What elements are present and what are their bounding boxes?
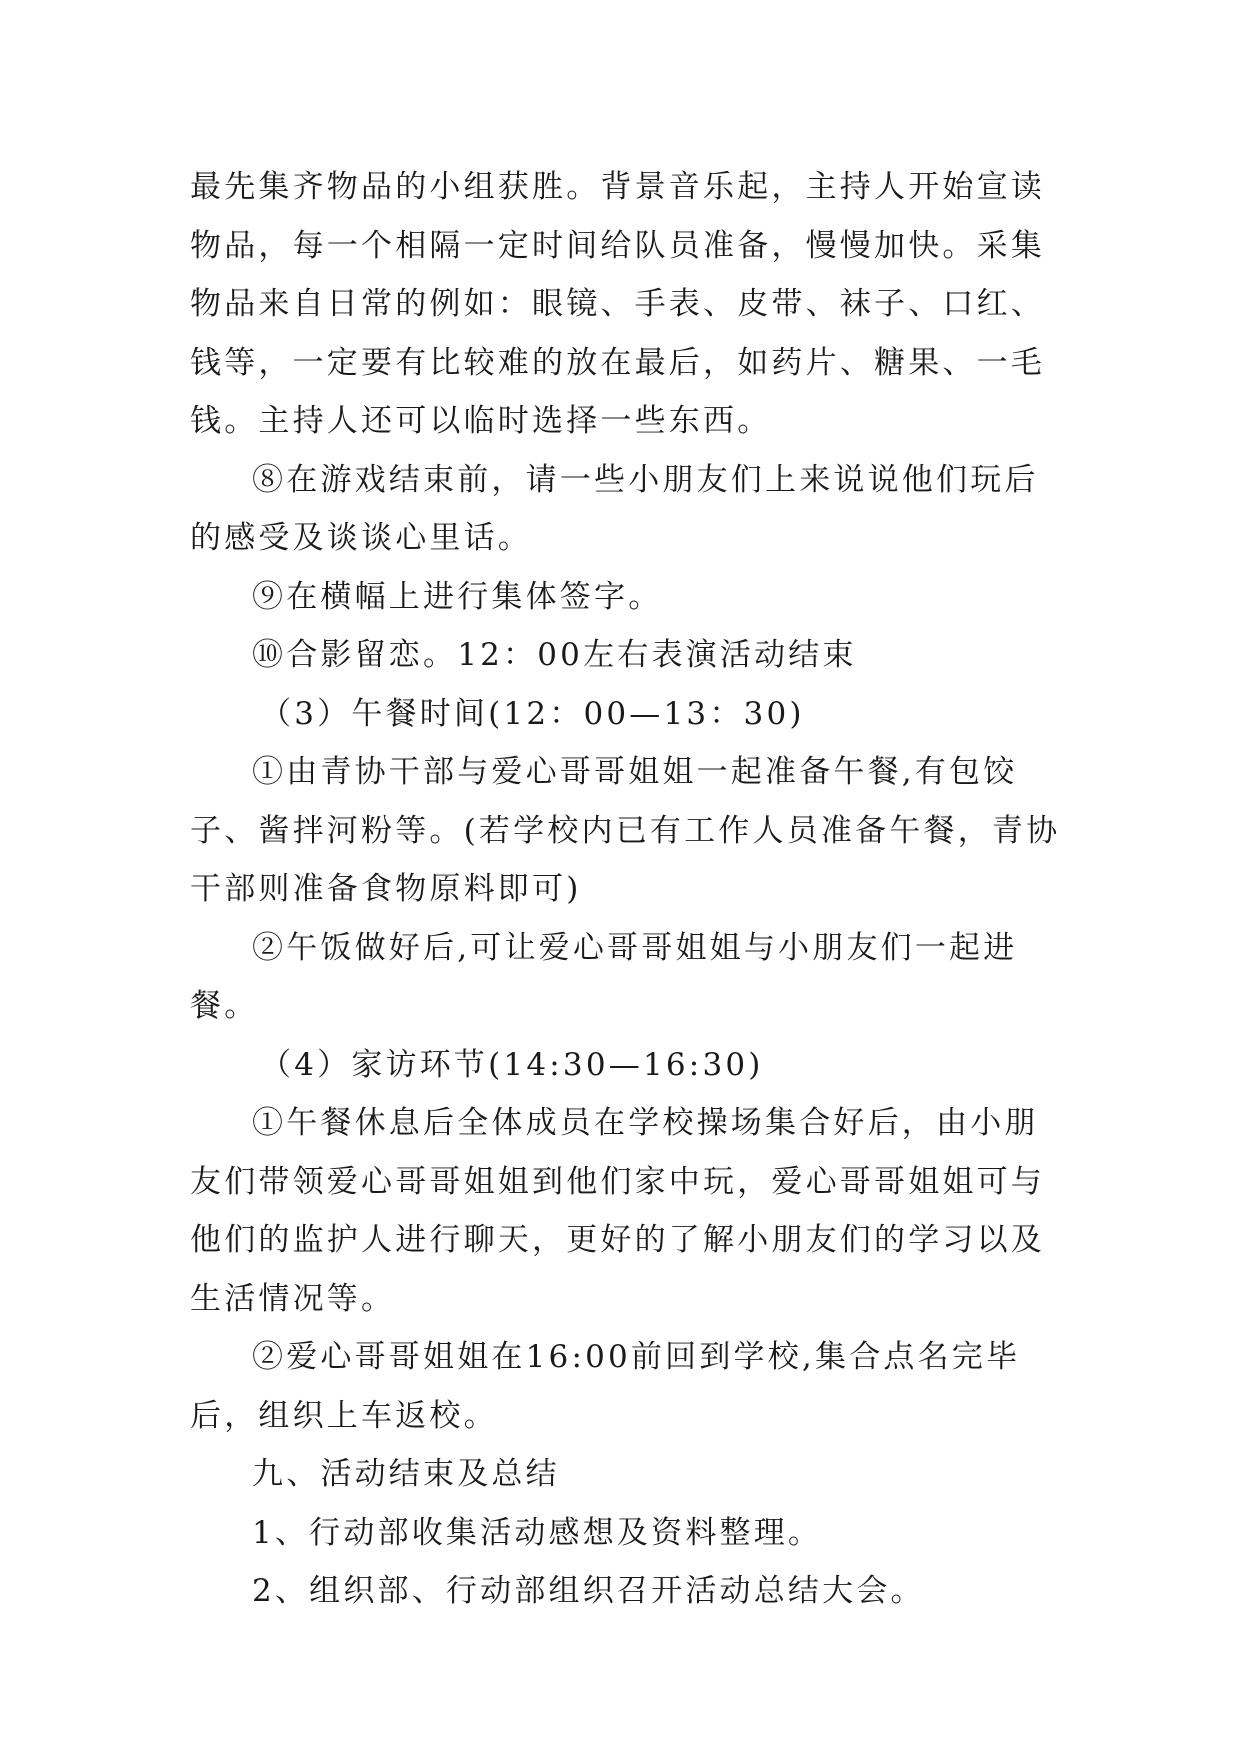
document-body [190, 158, 1070, 1621]
paragraph-lunch-step-1: ①由青协干部与爱心哥哥姐姐一起准备午餐,有包饺子、酱拌河粉等。(若学校内已有工作人员准备午餐，青协干部则准备食物原料即可) [190, 754, 1061, 907]
paragraph-step-10-group-photo: ⑩合影留恋。12：00左右表演活动结束 [252, 637, 857, 673]
paragraph-lunch-step-2: ②午饭做好后,可让爱心哥哥姐姐与小朋友们一起进餐。 [190, 929, 1018, 1024]
section-heading-lunch-time: （3）午餐时间(12：00—13：30) [260, 695, 805, 732]
paragraph-step-8-sharing: ⑧在游戏结束前，请一些小朋友们上来说说他们玩后的感受及谈谈心里话。 [190, 461, 1039, 556]
paragraph-item-collection-rules: 最先集齐物品的小组获胜。背景音乐起，主持人开始宣读物品，每一个相隔一定时间给队员准备，慢慢加快。采集物品来自日常的例如：眼镜、手表、皮带、袜子、口红、钱等，一定要有比较难的放在最后，如药片、糖果、一毛钱。主持人还可以临时选择一些东西。 [190, 169, 1045, 439]
section-heading-activity-summary: 九、活动结束及总结 [252, 1456, 560, 1492]
paragraph-step-9-banner-signing: ⑨在横幅上进行集体签字。 [252, 578, 663, 615]
section-heading-home-visit: （4）家访环节(14:30—16:30) [260, 1046, 764, 1083]
paragraph-home-visit-step-2: ②爱心哥哥姐姐在16:00前回到学校,集合点名完毕后，组织上车返校。 [190, 1339, 1021, 1434]
paragraph-home-visit-step-1: ①午餐休息后全体成员在学校操场集合好后，由小朋友们带领爱心哥哥姐姐到他们家中玩，爱心哥哥姐姐可与他们的监护人进行聊天，更好的了解小朋友们的学习以及生活情况等。 [190, 1105, 1045, 1317]
paragraph-summary-item-2: 2、组织部、行动部组织召开活动总结大会。 [252, 1573, 925, 1609]
paragraph-summary-item-1: 1、行动部收集活动感想及资料整理。 [252, 1514, 823, 1551]
